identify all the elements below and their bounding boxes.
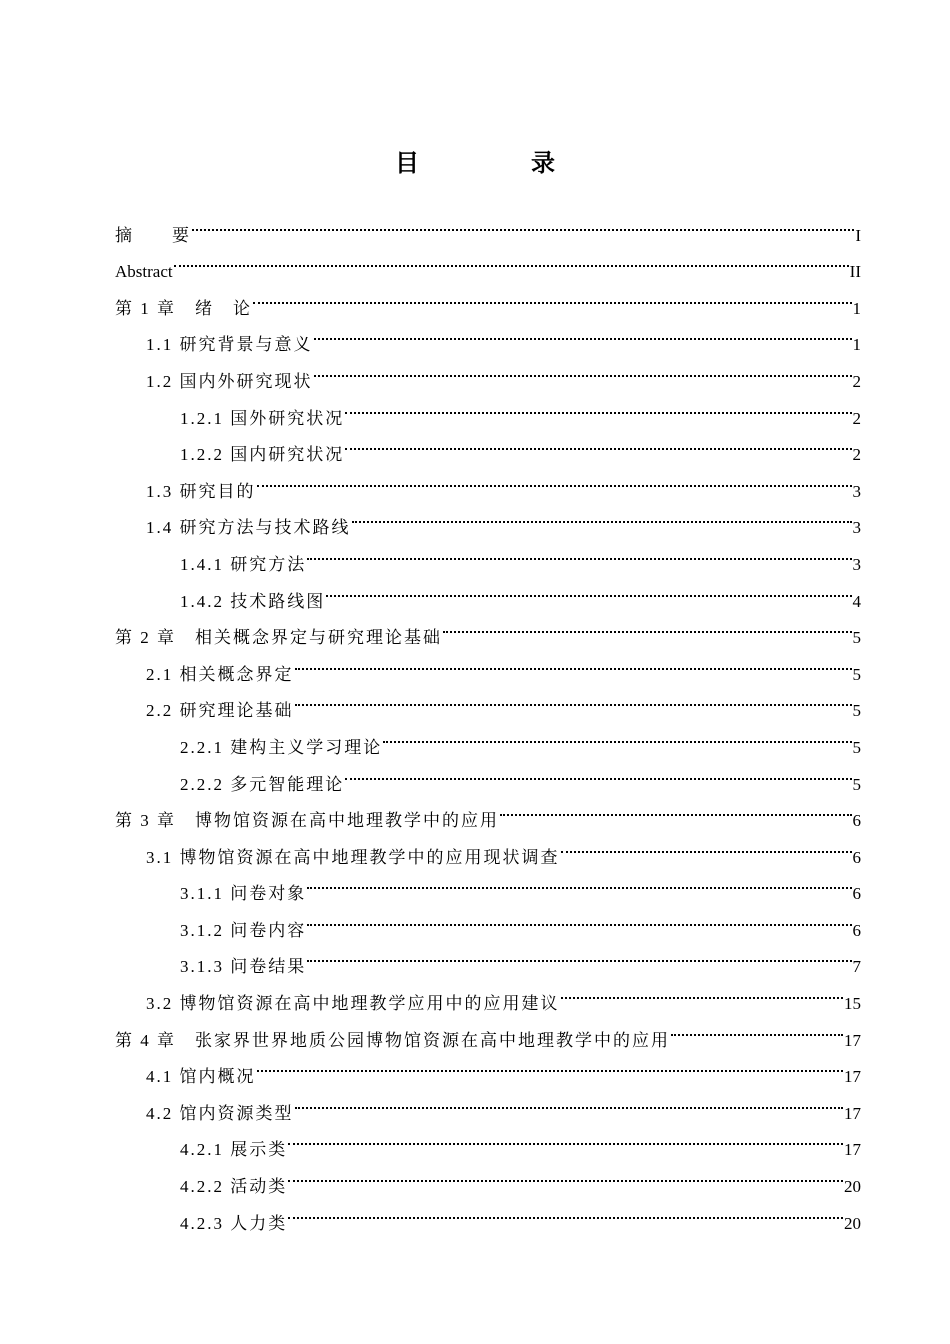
- dot-leader: [383, 716, 851, 753]
- toc-entry-page-number: 2: [852, 408, 861, 428]
- dot-leader: [314, 314, 852, 351]
- toc-entry[interactable]: [113, 277, 861, 318]
- toc-entry-page-number: 20: [844, 1177, 861, 1197]
- dot-leader: [288, 1155, 843, 1192]
- toc-entry-label: 3.1.3 问卷结果: [180, 957, 307, 977]
- toc-entry-page-number: 5: [852, 664, 861, 684]
- dot-leader: [192, 204, 854, 241]
- toc-entry-page-number: 2: [852, 371, 861, 391]
- toc-entry-label: 3.1.1 问卷对象: [180, 884, 307, 904]
- toc-entry-label: 1.4.2 技术路线图: [180, 591, 326, 611]
- toc-entry-label: 2.2.2 多元智能理论: [180, 774, 345, 794]
- toc-entry-label: 2.1 相关概念界定: [146, 664, 294, 684]
- toc-entry-label: 4.2 馆内资源类型: [146, 1103, 294, 1123]
- toc-entry-label: 1.2.2 国内研究状况: [180, 445, 345, 465]
- toc-entry[interactable]: [113, 204, 861, 245]
- toc-entry-page-number: 5: [852, 774, 861, 794]
- dot-leader: [671, 1009, 843, 1046]
- toc-entry-label: 3.1.2 问卷内容: [180, 920, 307, 940]
- dot-leader: [561, 972, 844, 1009]
- toc-entry-label: 3.1 博物馆资源在高中地理教学中的应用现状调查: [146, 847, 560, 867]
- toc-entry-label: 4.1 馆内概况: [146, 1067, 256, 1087]
- dot-leader: [288, 1192, 843, 1229]
- toc-entry-label: 1.2 国内外研究现状: [146, 371, 313, 391]
- dot-leader: [295, 1082, 844, 1119]
- dot-leader: [257, 460, 852, 497]
- toc-entry-page-number: 1: [852, 335, 861, 355]
- toc-entry-page-number: 20: [844, 1213, 861, 1233]
- dot-leader: [352, 497, 852, 534]
- dot-leader: [288, 1119, 843, 1156]
- table-of-contents: [113, 204, 861, 1233]
- toc-entry-label: 第 1 章 绪 论: [115, 298, 252, 318]
- dot-leader: [561, 826, 852, 863]
- toc-entry-page-number: 7: [852, 957, 861, 977]
- toc-entry-page-number: 3: [852, 554, 861, 574]
- toc-entry-label: 1.2.1 国外研究状况: [180, 408, 345, 428]
- dot-leader: [307, 533, 851, 570]
- toc-entry-label: 2.2.1 建构主义学习理论: [180, 737, 383, 757]
- toc-entry-label: 第 2 章 相关概念界定与研究理论基础: [115, 628, 442, 648]
- toc-entry-page-number: 15: [844, 994, 861, 1014]
- toc-entry-label: 1.4.1 研究方法: [180, 554, 307, 574]
- page-title: 目 录: [395, 149, 599, 177]
- toc-entry-page-number: 5: [852, 628, 861, 648]
- toc-entry-page-number: 17: [844, 1067, 861, 1087]
- dot-leader: [500, 790, 852, 827]
- dot-leader: [314, 350, 852, 387]
- toc-entry-page-number: II: [849, 262, 861, 282]
- toc-entry-page-number: 2: [852, 445, 861, 465]
- toc-entry-page-number: 6: [852, 847, 861, 867]
- toc-entry[interactable]: [113, 241, 861, 282]
- toc-entry-label: 摘 要: [115, 225, 191, 245]
- toc-entry-label: 4.2.1 展示类: [180, 1140, 288, 1160]
- dot-leader: [345, 424, 851, 461]
- dot-leader: [307, 936, 851, 973]
- toc-entry-page-number: 5: [852, 701, 861, 721]
- toc-entry-page-number: 3: [852, 518, 861, 538]
- toc-entry-label: 1.1 研究背景与意义: [146, 335, 313, 355]
- toc-entry-page-number: 6: [852, 920, 861, 940]
- dot-leader: [257, 1046, 844, 1083]
- toc-entry-label: 4.2.3 人力类: [180, 1213, 288, 1233]
- toc-entry-page-number: 3: [852, 481, 861, 501]
- toc-entry-page-number: 17: [844, 1140, 861, 1160]
- dot-leader: [345, 753, 851, 790]
- dot-leader: [345, 387, 851, 424]
- toc-entry-page-number: 1: [852, 298, 861, 318]
- dot-leader: [174, 241, 849, 278]
- toc-entry-page-number: 5: [852, 737, 861, 757]
- toc-entry-label: Abstract: [115, 262, 173, 282]
- toc-entry-page-number: 6: [852, 884, 861, 904]
- dot-leader: [326, 570, 851, 607]
- toc-entry-page-number: I: [855, 225, 861, 245]
- dot-leader: [307, 863, 851, 900]
- toc-entry-label: 2.2 研究理论基础: [146, 701, 294, 721]
- toc-entry-label: 第 4 章 张家界世界地质公园博物馆资源在高中地理教学中的应用: [115, 1030, 670, 1050]
- toc-entry-page-number: 17: [844, 1030, 861, 1050]
- toc-entry-label: 1.4 研究方法与技术路线: [146, 518, 351, 538]
- toc-entry-page-number: 17: [844, 1103, 861, 1123]
- toc-entry-label: 3.2 博物馆资源在高中地理教学应用中的应用建议: [146, 994, 560, 1014]
- dot-leader: [295, 680, 852, 717]
- toc-entry-page-number: 6: [852, 811, 861, 831]
- toc-entry-label: 第 3 章 博物馆资源在高中地理教学中的应用: [115, 811, 499, 831]
- dot-leader: [253, 277, 852, 314]
- toc-entry-page-number: 4: [852, 591, 861, 611]
- dot-leader: [443, 607, 852, 644]
- toc-entry-label: 4.2.2 活动类: [180, 1177, 288, 1197]
- toc-entry-label: 1.3 研究目的: [146, 481, 256, 501]
- dot-leader: [307, 899, 851, 936]
- dot-leader: [295, 643, 852, 680]
